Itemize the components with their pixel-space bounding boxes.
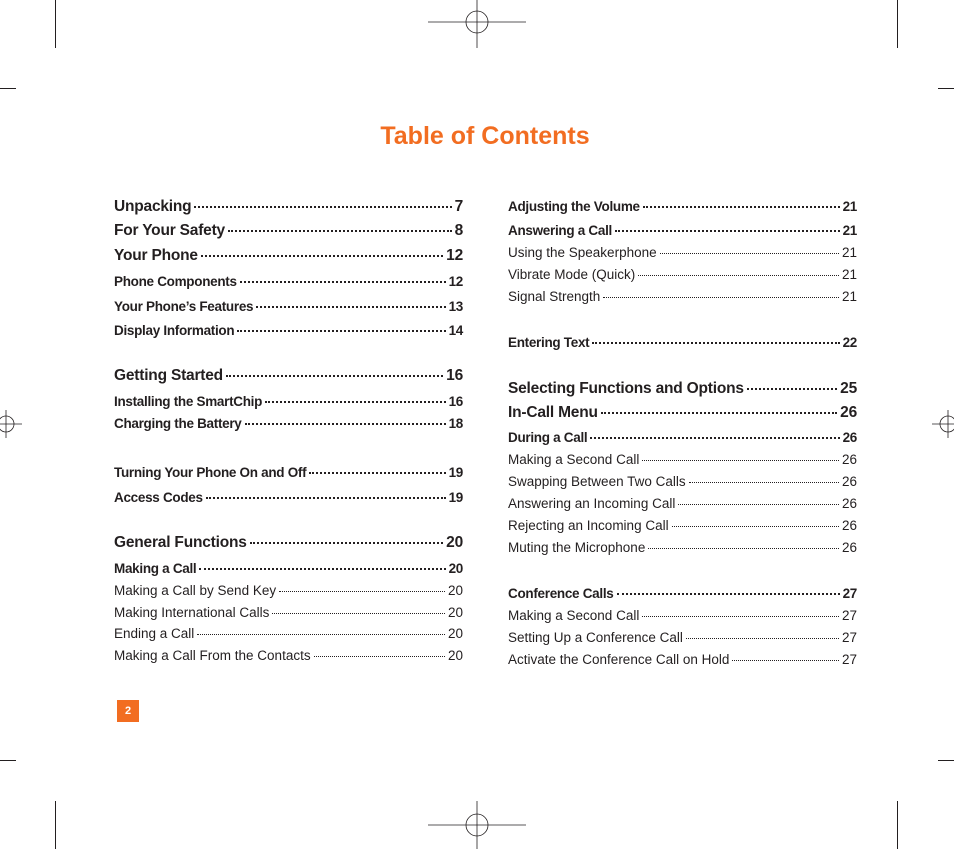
toc-entry-page: 27 bbox=[841, 652, 857, 667]
toc-entry[interactable] bbox=[114, 583, 463, 598]
toc-entry-title: Display Information bbox=[114, 323, 235, 338]
toc-entry-title: Answering a Call bbox=[508, 223, 612, 238]
toc-entry-title: Swapping Between Two Calls bbox=[508, 474, 686, 489]
toc-entry-title: In-Call Menu bbox=[508, 404, 598, 421]
toc-entry[interactable] bbox=[508, 430, 857, 445]
crop-mark bbox=[897, 801, 898, 849]
dot-leader bbox=[228, 230, 452, 232]
crop-mark bbox=[938, 760, 954, 761]
dot-leader bbox=[226, 375, 443, 377]
toc-entry[interactable] bbox=[114, 465, 463, 480]
registration-mark-right bbox=[932, 400, 954, 448]
toc-entry-page: 20 bbox=[447, 583, 463, 598]
toc-entry-title: Signal Strength bbox=[508, 289, 601, 304]
toc-entry[interactable] bbox=[508, 474, 857, 489]
toc-entry-title: General Functions bbox=[114, 534, 247, 551]
dot-leader bbox=[678, 504, 839, 505]
toc-entry-title: Using the Speakerphone bbox=[508, 245, 657, 260]
dot-leader bbox=[686, 638, 839, 639]
toc-entry-page: 21 bbox=[841, 245, 857, 260]
registration-mark-bottom bbox=[428, 801, 526, 849]
registration-mark-left bbox=[0, 400, 22, 448]
toc-entry[interactable] bbox=[114, 323, 463, 338]
dot-leader bbox=[309, 472, 445, 474]
toc-entry[interactable] bbox=[508, 245, 857, 260]
toc-entry[interactable] bbox=[114, 274, 463, 289]
toc-entry-title: Vibrate Mode (Quick) bbox=[508, 267, 636, 282]
toc-entry-title: Making a Call From the Contacts bbox=[114, 648, 311, 663]
toc-entry[interactable] bbox=[114, 561, 463, 576]
toc-entry[interactable] bbox=[114, 198, 463, 216]
dot-leader bbox=[272, 613, 445, 614]
dot-leader bbox=[689, 482, 839, 483]
toc-entry-page: 21 bbox=[842, 199, 857, 214]
crop-mark bbox=[897, 0, 898, 48]
toc-entry[interactable] bbox=[508, 452, 857, 467]
toc-entry[interactable] bbox=[508, 380, 857, 398]
toc-entry-page: 13 bbox=[448, 299, 463, 314]
toc-entry-page: 20 bbox=[446, 534, 463, 551]
dot-leader bbox=[245, 423, 446, 425]
toc-entry-page: 26 bbox=[841, 496, 857, 511]
crop-mark bbox=[938, 88, 954, 89]
crop-mark bbox=[55, 801, 56, 849]
dot-leader bbox=[643, 206, 840, 208]
toc-entry-page: 20 bbox=[448, 561, 463, 576]
crop-mark bbox=[0, 760, 16, 761]
dot-leader bbox=[642, 460, 839, 461]
dot-leader bbox=[250, 542, 443, 544]
toc-entry-page: 14 bbox=[448, 323, 463, 338]
toc-entry-title: Phone Components bbox=[114, 274, 237, 289]
toc-entry-title: Rejecting an Incoming Call bbox=[508, 518, 669, 533]
toc-entry-title: Making a Second Call bbox=[508, 608, 640, 623]
toc-entry-title: Ending a Call bbox=[114, 626, 195, 641]
toc-entry-title: During a Call bbox=[508, 430, 588, 445]
toc-entry[interactable] bbox=[508, 289, 857, 304]
toc-entry-page: 26 bbox=[841, 540, 857, 555]
toc-entry-title: Muting the Microphone bbox=[508, 540, 646, 555]
dot-leader bbox=[201, 255, 443, 257]
toc-entry[interactable] bbox=[508, 518, 857, 533]
registration-mark-top bbox=[428, 0, 526, 48]
toc-entry-page: 21 bbox=[841, 289, 857, 304]
toc-entry-title: Your Phone bbox=[114, 247, 198, 264]
toc-entry[interactable] bbox=[508, 335, 857, 350]
toc-entry-page: 26 bbox=[842, 430, 857, 445]
toc-entry-title: Installing the SmartChip bbox=[114, 394, 263, 409]
toc-entry-page: 19 bbox=[448, 465, 463, 480]
toc-entry-page: 7 bbox=[454, 198, 463, 215]
toc-entry-title: Turning Your Phone On and Off bbox=[114, 465, 307, 480]
toc-entry[interactable] bbox=[114, 648, 463, 663]
toc-entry-page: 27 bbox=[841, 630, 857, 645]
toc-entry[interactable] bbox=[114, 247, 463, 265]
toc-entry-page: 8 bbox=[454, 222, 463, 239]
toc-entry-title: For Your Safety bbox=[114, 222, 225, 239]
dot-leader bbox=[601, 412, 837, 414]
toc-entry-title: Your Phone’s Features bbox=[114, 299, 254, 314]
toc-entry[interactable] bbox=[508, 267, 857, 282]
toc-entry[interactable] bbox=[508, 586, 857, 601]
toc-entry-page: 22 bbox=[842, 335, 857, 350]
toc-entry-page: 20 bbox=[447, 605, 463, 620]
dot-leader bbox=[672, 526, 839, 527]
toc-entry[interactable] bbox=[114, 605, 463, 620]
toc-entry-page: 12 bbox=[448, 274, 463, 289]
crop-mark bbox=[55, 0, 56, 48]
dot-leader bbox=[592, 342, 839, 344]
toc-entry[interactable] bbox=[508, 630, 857, 645]
dot-leader bbox=[638, 275, 839, 276]
toc-entry-title: Making a Second Call bbox=[508, 452, 640, 467]
toc-entry[interactable] bbox=[508, 199, 857, 214]
toc-entry[interactable] bbox=[114, 299, 463, 314]
toc-entry-page: 16 bbox=[448, 394, 463, 409]
toc-entry-title: Unpacking bbox=[114, 198, 192, 215]
toc-entry[interactable] bbox=[114, 416, 463, 431]
dot-leader bbox=[206, 497, 446, 499]
toc-entry[interactable] bbox=[508, 608, 857, 623]
toc-entry-title: Charging the Battery bbox=[114, 416, 242, 431]
dot-leader bbox=[603, 297, 839, 298]
dot-leader bbox=[590, 437, 839, 439]
dot-leader bbox=[747, 388, 837, 390]
toc-entry-page: 21 bbox=[841, 267, 857, 282]
toc-entry-page: 26 bbox=[841, 452, 857, 467]
toc-entry[interactable] bbox=[508, 652, 857, 667]
toc-entry-page: 27 bbox=[842, 586, 857, 601]
toc-entry-page: 26 bbox=[841, 474, 857, 489]
toc-entry-title: Access Codes bbox=[114, 490, 203, 505]
toc-entry-title: Entering Text bbox=[508, 335, 590, 350]
toc-entry-title: Activate the Conference Call on Hold bbox=[508, 652, 730, 667]
toc-entry[interactable] bbox=[114, 490, 463, 505]
toc-entry[interactable] bbox=[114, 367, 463, 385]
toc-entry[interactable] bbox=[508, 496, 857, 511]
page-number-badge: 2 bbox=[117, 700, 139, 722]
dot-leader bbox=[237, 330, 445, 332]
dot-leader bbox=[732, 660, 839, 661]
dot-leader bbox=[240, 281, 446, 283]
dot-leader bbox=[256, 306, 445, 308]
toc-entry-title: Conference Calls bbox=[508, 586, 614, 601]
dot-leader bbox=[615, 230, 840, 232]
toc-entry-page: 26 bbox=[841, 518, 857, 533]
toc-entry-title: Making a Call by Send Key bbox=[114, 583, 277, 598]
toc-entry[interactable] bbox=[114, 222, 463, 240]
toc-entry-page: 20 bbox=[447, 648, 463, 663]
toc-entry-title: Making International Calls bbox=[114, 605, 270, 620]
page-title: Table of Contents bbox=[380, 122, 590, 150]
toc-entry-page: 18 bbox=[448, 416, 463, 431]
dot-leader bbox=[314, 656, 445, 657]
toc-entry-title: Getting Started bbox=[114, 367, 223, 384]
dot-leader bbox=[648, 548, 839, 549]
dot-leader bbox=[642, 616, 839, 617]
toc-entry-page: 19 bbox=[448, 490, 463, 505]
toc-entry-title: Answering an Incoming Call bbox=[508, 496, 676, 511]
toc-entry-title: Making a Call bbox=[114, 561, 197, 576]
toc-entry-page: 12 bbox=[446, 247, 463, 264]
toc-entry-page: 21 bbox=[842, 223, 857, 238]
toc-entry[interactable] bbox=[114, 394, 463, 409]
toc-entry[interactable] bbox=[508, 404, 857, 422]
dot-leader bbox=[265, 401, 446, 403]
toc-entry-page: 27 bbox=[841, 608, 857, 623]
toc-entry-title: Setting Up a Conference Call bbox=[508, 630, 683, 645]
toc-entry[interactable] bbox=[114, 534, 463, 552]
dot-leader bbox=[197, 634, 445, 635]
toc-entry-page: 26 bbox=[840, 404, 857, 421]
toc-entry-page: 20 bbox=[447, 626, 463, 641]
crop-mark bbox=[0, 88, 16, 89]
toc-entry-page: 16 bbox=[446, 367, 463, 384]
toc-entry[interactable] bbox=[508, 540, 857, 555]
toc-entry-title: Selecting Functions and Options bbox=[508, 380, 744, 397]
dot-leader bbox=[199, 568, 445, 570]
toc-entry[interactable] bbox=[508, 223, 857, 238]
dot-leader bbox=[660, 253, 839, 254]
toc-entry-page: 25 bbox=[840, 380, 857, 397]
toc-entry-title: Adjusting the Volume bbox=[508, 199, 640, 214]
dot-leader bbox=[617, 593, 840, 595]
dot-leader bbox=[279, 591, 445, 592]
toc-entry[interactable] bbox=[114, 626, 463, 641]
dot-leader bbox=[194, 206, 451, 208]
